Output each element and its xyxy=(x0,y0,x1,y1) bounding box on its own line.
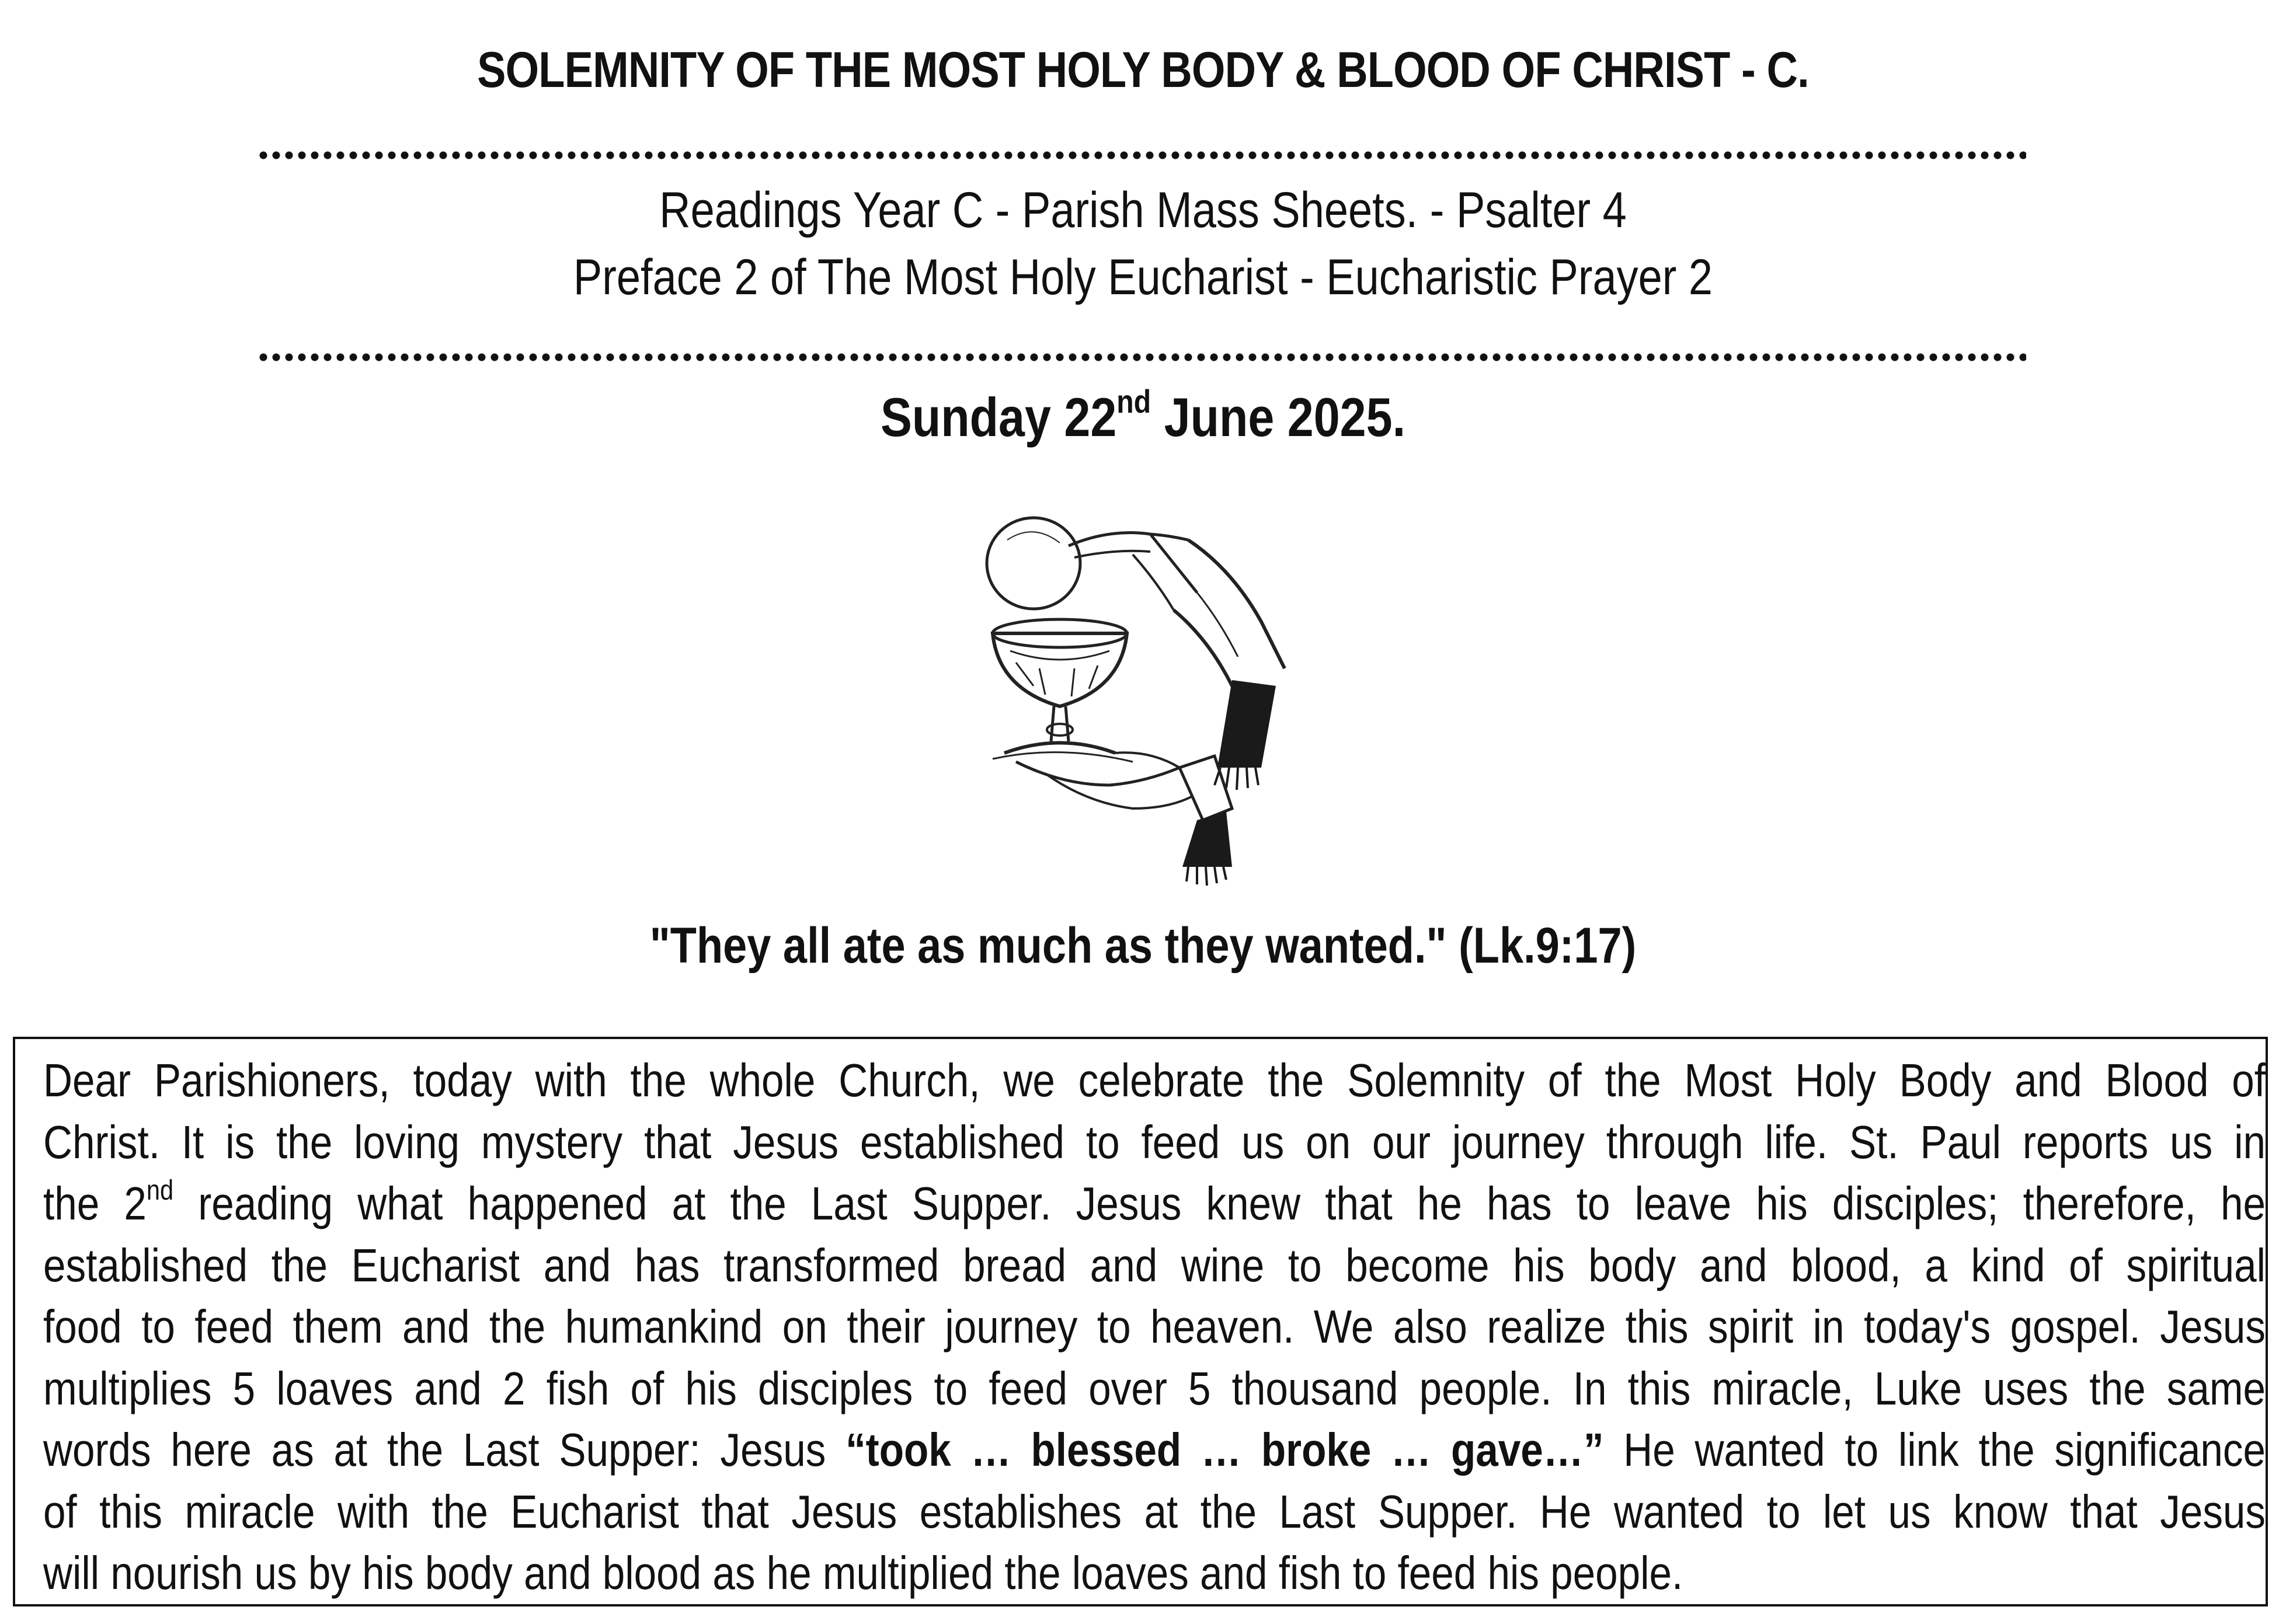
message-fragment: words here as at the Last Supper: Jesus xyxy=(43,1424,846,1476)
date-ordinal-suffix: nd xyxy=(1116,383,1151,420)
message-fragment: He wanted to link the significance xyxy=(1603,1424,2266,1476)
message-box xyxy=(13,1037,2268,1606)
message-fragment: reading what happened at the Last Supper. Jesus knew that he has to leave his disciples; therefore, he xyxy=(173,1177,2266,1229)
message-line: Christ. It is the loving mystery that Jesus established to feed us on our journey through life. St. Paul reports us in xyxy=(43,1116,2266,1168)
message-text xyxy=(43,1050,2266,1604)
dotted-divider-top xyxy=(257,151,2026,160)
illustration xyxy=(958,493,1320,890)
message-line: multiplies 5 loaves and 2 fish of his disciples to feed over 5 thousand people. In this miracle, Luke uses the same xyxy=(43,1362,2266,1414)
date-rest: June 2025. xyxy=(1151,386,1406,448)
dotted-divider-bottom xyxy=(257,353,2026,362)
message-line: will nourish us by his body and blood as he multiplied the loaves and fish to feed his people. xyxy=(43,1547,1683,1599)
message-line xyxy=(43,1419,2266,1481)
readings-line: Readings Year C - Parish Mass Sheets. - Psalter 4 xyxy=(659,182,1627,238)
message-line: food to feed them and the humankind on their journey to heaven. We also realize this spirit in today's gospel. Jesus xyxy=(43,1301,2266,1353)
date-prefix: Sunday 22 xyxy=(880,386,1117,448)
message-line: Dear Parishioners, today with the whole Church, we celebrate the Solemnity of the Most Holy Body and Blood of xyxy=(43,1054,2266,1106)
page-title: SOLEMNITY OF THE MOST HOLY BODY & BLOOD OF CHRIST - C. xyxy=(477,42,1809,98)
ordinal-suffix: nd xyxy=(146,1175,174,1206)
bold-quote: “took … blessed … broke … gave…” xyxy=(845,1424,1604,1476)
chalice-and-host-icon xyxy=(958,493,1320,890)
preface-line: Preface 2 of The Most Holy Eucharist - Eucharistic Prayer 2 xyxy=(573,249,1713,305)
message-line: established the Eucharist and has transformed bread and wine to become his body and blood, a kind of spiritual xyxy=(43,1239,2266,1291)
scripture-quote: "They all ate as much as they wanted." (Lk.9:17) xyxy=(649,918,1637,974)
message-line: of this miracle with the Eucharist that Jesus establishes at the Last Supper. He wanted to let us know that Jesus xyxy=(43,1485,2266,1538)
message-fragment: the 2 xyxy=(43,1177,147,1229)
message-line xyxy=(43,1173,2266,1235)
date-line xyxy=(160,379,2126,455)
